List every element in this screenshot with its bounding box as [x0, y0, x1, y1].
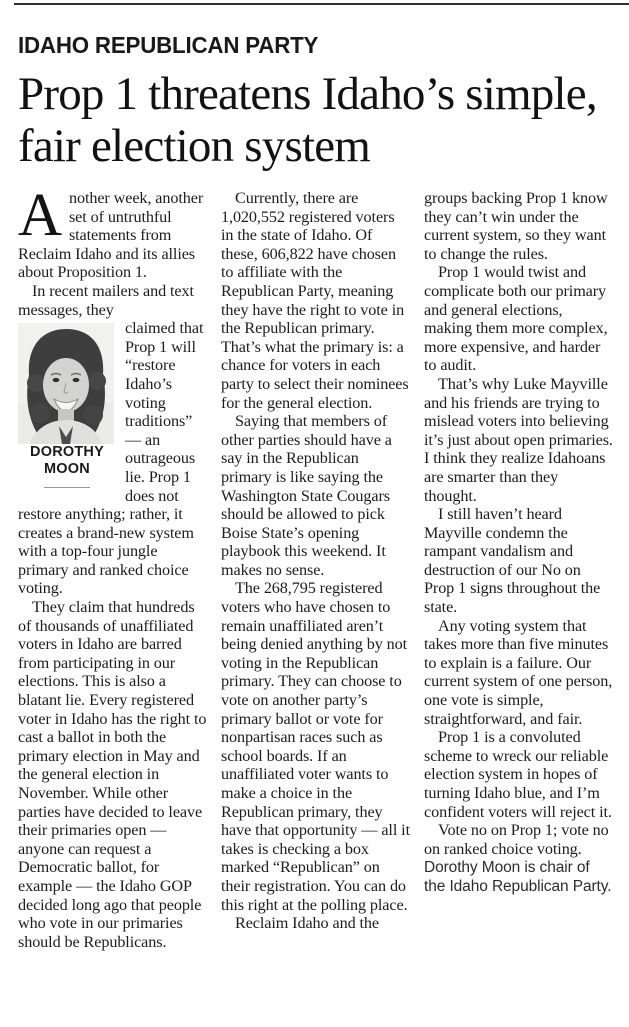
section-kicker: IDAHO REPUBLICAN PARTY [18, 32, 319, 58]
photo-caption [18, 444, 116, 478]
paragraph-text: Reclaim Idaho and the [235, 914, 379, 933]
portrait-photo-icon [18, 323, 114, 444]
headline: Prop 1 threatens Idaho’s simple, fair election system [18, 68, 597, 172]
paragraph [424, 728, 613, 821]
column-3 [424, 189, 613, 951]
paragraph [424, 505, 613, 617]
paragraph-text: Prop 1 would twist and complicate both our primary and general elections, making them more complex, more expensive, and harder to audit. [424, 263, 608, 375]
paragraph-text: Currently, there are 1,020,552 registered voters in the state of Idaho. Of these, 606,822 have chosen to affiliate with the Republican Party, meaning they have the right to vote in the Republican primary. That’s what the primary is: a chance for voters in each party to select their nominees for the general election. [221, 189, 409, 412]
article-content [0, 32, 629, 951]
paragraph [221, 189, 410, 412]
column-2 [221, 189, 410, 951]
paragraph [424, 189, 613, 263]
paragraph [18, 182, 207, 282]
paragraph-text: nother week, another set of untruthful statements from Reclaim Idaho and its allies about Proposition 1. [18, 189, 204, 282]
paragraph-text: groups backing Prop 1 know they can’t win under the current system, so they want to change the rules. [424, 189, 608, 263]
paragraph-text: Saying that members of other parties should have a say in the Republican primary is like saying the Washington State Cougars should be allowed to pick Boise State’s opening playbook this weekend. It makes no sense. [221, 412, 392, 579]
paragraph [424, 263, 613, 375]
paragraph-text: They claim that hundreds of thousands of unaffiliated voters in Idaho are barred from participating in our elections. This is also a blatant lie. Every registered voter in Idaho has the right to cast a ballot in both the primary election in May and the general election in November. While other parties have decided to leave their primaries open — anyone can request a Democratic ballot, for example — the Idaho GOP decided long ago that people who vote in our primaries should be Republicans. [18, 598, 207, 951]
paragraph [18, 598, 207, 951]
author-byline: Dorothy Moon is chair of the Idaho Republican Party. [424, 859, 612, 896]
column-1 [18, 182, 207, 951]
paragraph-text: That’s why Luke Mayville and his friends are trying to mislead voters into believing it’s just about open primaries. I think they realize Idahoans are smarter than they thought. [424, 374, 613, 505]
paragraph-text: I still haven’t heard Mayville condemn the rampant vandalism and destruction of our No on Prop 1 signs throughout the state. [424, 505, 601, 617]
paragraph [18, 282, 207, 319]
paragraph-text: In recent mailers and text messages, they [18, 281, 194, 319]
paragraph [18, 319, 207, 598]
paragraph-text: Prop 1 is a convoluted scheme to wreck our reliable election system in hopes of turning Idaho blue, and I’m confident voters will reject it. [424, 728, 612, 821]
paragraph [424, 375, 613, 505]
paragraph-text: claimed that Prop 1 will “restore Idaho’s voting traditions” — an outrageous lie. Prop 1 does not restore anything; rather, it creates a brand-new system with a top-four jungle primary and ranked choice voting. [18, 319, 204, 598]
paragraph [221, 412, 410, 579]
paragraph-text: Any voting system that takes more than five minutes to explain is a failure. Our current system of one person, one vote is simple, straightforward, and fair. [424, 616, 613, 728]
author-photo-block [18, 323, 116, 490]
paragraph-text: Vote no on Prop 1; vote no on ranked choice voting. [424, 821, 609, 858]
caption-rule [44, 487, 90, 488]
paragraph [424, 821, 613, 858]
top-divider-rule [14, 3, 629, 5]
caption-line: MOON [44, 461, 90, 478]
article-columns [18, 182, 613, 951]
paragraph [221, 914, 410, 933]
newspaper-page [0, 3, 629, 1027]
drop-cap: A [18, 182, 62, 249]
paragraph [221, 579, 410, 914]
paragraph [424, 617, 613, 729]
caption-line: DOROTHY [30, 444, 104, 461]
paragraph-text: The 268,795 registered voters who have chosen to remain unaffiliated aren’t being denied anything by not voting in the Republican primary. They can choose to vote on another party’s primary ballot or vote for nonpartisan races such as school boards. If an unaffiliated voter wants to make a choice in the Republican primary, they have that opportunity — all it takes is checking a box marked “Republican” on their registration. You can do this right at the polling place. [221, 579, 410, 914]
